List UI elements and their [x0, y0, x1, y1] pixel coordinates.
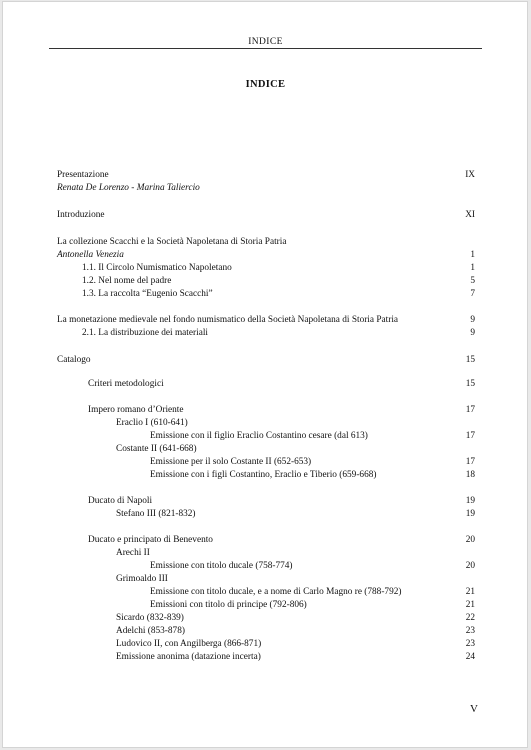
toc-entry-title: Emissione con i figli Costantino, Eraclio e Tiberio (659-668) — [150, 470, 377, 480]
toc-entry-title: Adelchi (853-878) — [116, 626, 185, 636]
toc-entry-title: Ducato di Napoli — [88, 496, 153, 506]
toc-entry-title: Antonella Venezia — [57, 250, 124, 260]
toc-entry-page: 1 — [470, 250, 475, 260]
toc-entry — [57, 534, 475, 547]
toc-entry-title: 2.1. La distribuzione dei materiali — [82, 328, 208, 338]
toc-entry-page: 17 — [465, 431, 475, 441]
toc-entry — [57, 182, 475, 195]
toc-entry-title: 1.2. Nel nome del padre — [82, 276, 172, 286]
toc-entry — [57, 262, 475, 275]
toc-entry-page: 20 — [465, 535, 475, 545]
toc-entry-title: Emissione con il figlio Eraclio Costantino cesare (dal 613) — [150, 431, 368, 441]
toc-entry — [57, 443, 475, 456]
toc-entry-title: Grimoaldo III — [116, 574, 168, 584]
page-title: INDICE — [245, 79, 286, 90]
toc-entry-title: Introduzione — [57, 210, 105, 220]
toc-entry — [57, 638, 475, 651]
toc-entry — [57, 169, 475, 182]
toc-entry-title: Renata De Lorenzo - Marina Taliercio — [57, 183, 200, 193]
toc-entry-page: 7 — [470, 289, 475, 299]
toc-entry-title: Eraclio I (610-641) — [116, 418, 188, 428]
toc-entry-page: 17 — [465, 457, 475, 467]
toc-entry — [57, 288, 475, 301]
toc-entry — [57, 275, 475, 288]
toc-entry-page: 15 — [465, 355, 475, 365]
toc-entry-page: 21 — [465, 587, 475, 597]
toc-entry-title: 1.3. La raccolta “Eugenio Scacchi” — [82, 289, 213, 299]
toc-entry — [57, 314, 475, 327]
toc-entry-page: 22 — [465, 613, 475, 623]
toc-entry-title: Emissioni con titolo di principe (792-806) — [150, 600, 307, 610]
toc-entry-title: Stefano III (821-832) — [116, 509, 196, 519]
toc-entry — [57, 249, 475, 262]
toc-entry — [57, 209, 475, 222]
toc-entry-page: 24 — [465, 652, 475, 662]
page-number: V — [470, 703, 478, 715]
toc-entry — [57, 573, 475, 586]
header-rule — [49, 48, 482, 49]
toc-entry-page: 19 — [465, 509, 475, 519]
toc-entry — [57, 625, 475, 638]
toc-entry-page: 5 — [470, 276, 475, 286]
toc-entry-page: 18 — [465, 470, 475, 480]
toc-entry-page: 15 — [465, 379, 475, 389]
toc-entry — [57, 417, 475, 430]
toc-entry-title: Ducato e principato di Benevento — [88, 535, 213, 545]
toc-entry-title: Impero romano d’Oriente — [88, 405, 184, 415]
toc-entry-title: Costante II (641-668) — [116, 444, 197, 454]
toc-entry — [57, 508, 475, 521]
toc-entry-title: Emissione con titolo ducale, e a nome di Carlo Magno re (788-792) — [150, 587, 402, 597]
toc-entry-page: 23 — [465, 626, 475, 636]
toc-entry-page: 19 — [465, 496, 475, 506]
toc-entry-page: 1 — [470, 263, 475, 273]
toc-entry-page: 20 — [465, 561, 475, 571]
toc-entry-title: Presentazione — [57, 170, 109, 180]
toc-entry-title: La monetazione medievale nel fondo numismatico della Società Napoletana di Storia Patria — [57, 315, 399, 325]
toc-entry — [57, 456, 475, 469]
toc-entry — [57, 651, 475, 664]
toc-entry-page: 17 — [465, 405, 475, 415]
running-header: INDICE — [248, 37, 283, 47]
toc-entry — [57, 404, 475, 417]
toc-entry-page: XI — [465, 210, 475, 220]
toc-entry-title: 1.1. Il Circolo Numismatico Napoletano — [82, 263, 232, 273]
toc-entry — [57, 599, 475, 612]
toc-entry-title: La collezione Scacchi e la Società Napoletana di Storia Patria — [57, 237, 287, 247]
toc-entry-page: IX — [465, 170, 475, 180]
toc-entry-title: Catalogo — [57, 355, 91, 365]
toc-entry — [57, 560, 475, 573]
toc-entry — [57, 327, 475, 340]
toc-entry-title: Emissione con titolo ducale (758-774) — [150, 561, 293, 571]
toc-entry — [57, 612, 475, 625]
toc-entry — [57, 469, 475, 482]
toc-entry-page: 9 — [470, 315, 475, 325]
toc-entry — [57, 495, 475, 508]
toc-entry — [57, 236, 475, 249]
toc-entry — [57, 586, 475, 599]
toc-entry-title: Emissione anonima (datazione incerta) — [116, 652, 261, 662]
toc-entry — [57, 378, 475, 391]
toc-entry — [57, 547, 475, 560]
toc-entry-title: Ludovico II, con Angilberga (866-871) — [116, 639, 262, 649]
toc-entry-title: Sicardo (832-839) — [116, 613, 184, 623]
toc-entry-title: Criteri metodologici — [88, 379, 164, 389]
toc-entry-title: Emissione per il solo Costante II (652-653) — [150, 457, 312, 467]
toc-entry-page: 21 — [465, 600, 475, 610]
toc-entry-page: 9 — [470, 328, 475, 338]
toc-entry — [57, 354, 475, 367]
toc-entry-title: Arechi II — [116, 548, 150, 558]
toc-entry-page: 23 — [465, 639, 475, 649]
toc-entry — [57, 430, 475, 443]
